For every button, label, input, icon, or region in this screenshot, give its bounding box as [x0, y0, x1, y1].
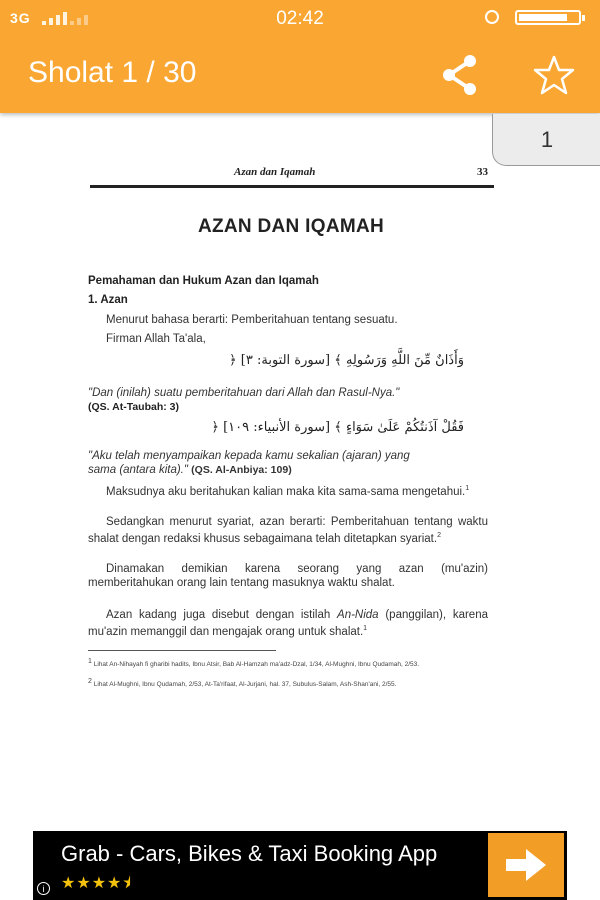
- subheading: 1. Azan: [88, 294, 128, 306]
- header-rule: [90, 185, 494, 188]
- verse-translation: "Aku telah menyampaikan kepada kamu sekalian (ajaran) yang: [88, 450, 410, 462]
- star-outline-icon: [531, 52, 577, 98]
- footnote-rule: [88, 650, 276, 651]
- text-line: Menurut bahasa berarti: Pemberitahuan tentang sesuatu.: [106, 314, 398, 326]
- ad-rating-stars: ★★★★⯨: [61, 875, 132, 892]
- favorite-button[interactable]: [531, 52, 577, 98]
- status-bar: [0, 0, 600, 34]
- paragraph: Maksudnya aku beritahukan kalian maka kita sama-sama mengetahui.$^1$: [106, 485, 470, 498]
- chapter-title: AZAN DAN IQAMAH: [197, 216, 385, 237]
- arrow-right-icon: [504, 847, 548, 883]
- page-indicator[interactable]: 1: [492, 114, 600, 166]
- arabic-verse: ﴿ وَأَذَانٌ مِّنَ اللَّهِ وَرَسُولِهِ ﴾ [سورة التوبة: ٣]: [229, 353, 464, 368]
- ad-info-icon[interactable]: i: [37, 882, 50, 895]
- ad-install-button[interactable]: [488, 833, 564, 897]
- verse-reference: (QS. At-Taubah: 3): [88, 401, 179, 413]
- status-time: 02:42: [276, 8, 324, 29]
- section-heading: Pemahaman dan Hukum Azan dan Iqamah: [88, 275, 319, 287]
- running-head: Azan dan Iqamah: [234, 166, 316, 178]
- footnote: $^1$ Lihat An-Nihayah fi gharibi hadits, Ibnu Atsir, Bab Al-Hamzah ma'adz-Dzal, 1/34, Al-Mughni, Ibnu Qudamah, 2/53.: [88, 658, 420, 669]
- page-title: Sholat 1 / 30: [28, 56, 197, 89]
- share-button[interactable]: [437, 52, 483, 98]
- book-page-number: 33: [477, 166, 488, 178]
- network-type: 3G: [10, 10, 31, 26]
- book-page: [88, 160, 494, 720]
- paragraph: Azan kadang juga disebut dengan istilah An-Nida (panggilan), karena mu'azin memanggil dan mengajak orang untuk shalat.$^1$: [88, 609, 488, 638]
- battery-icon: [515, 10, 581, 25]
- text-line: Firman Allah Ta'ala,: [106, 333, 206, 345]
- footnote: $^2$ Lihat Al-Mughni, Ibnu Qudamah, 2/53, At-Ta'rifaat, Al-Jurjani, hal. 37, Subulus-Salam, Ash-Shan'ani, 2/55.: [88, 678, 397, 689]
- paragraph: Sedangkan menurut syariat, azan berarti: Pemberitahuan tentang waktu shalat dengan redaksi khusus sebagaimana telah ditetapkan syariat.$^2$: [88, 516, 488, 545]
- share-icon: [437, 52, 483, 98]
- arabic-verse: ﴿ فَقُلْ آذَنتُكُمْ عَلَىٰ سَوَاءٍ ﴾ [سورة الأنبياء: ١٠٩]: [211, 420, 464, 435]
- ad-banner[interactable]: [33, 831, 567, 900]
- verse-translation: "Dan (inilah) suatu pemberitahuan dari Allah dan Rasul-Nya.": [88, 387, 400, 399]
- alarm-icon: [485, 10, 499, 24]
- ad-title: Grab - Cars, Bikes & Taxi Booking App: [61, 841, 438, 866]
- verse-translation: sama (antara kita)." (QS. Al-Anbiya: 109): [88, 464, 292, 476]
- app-bar: [0, 0, 600, 113]
- paragraph: Dinamakan demikian karena seorang yang azan (mu'azin) memberitahukan orang lain tentang masuknya waktu shalat.: [88, 563, 488, 589]
